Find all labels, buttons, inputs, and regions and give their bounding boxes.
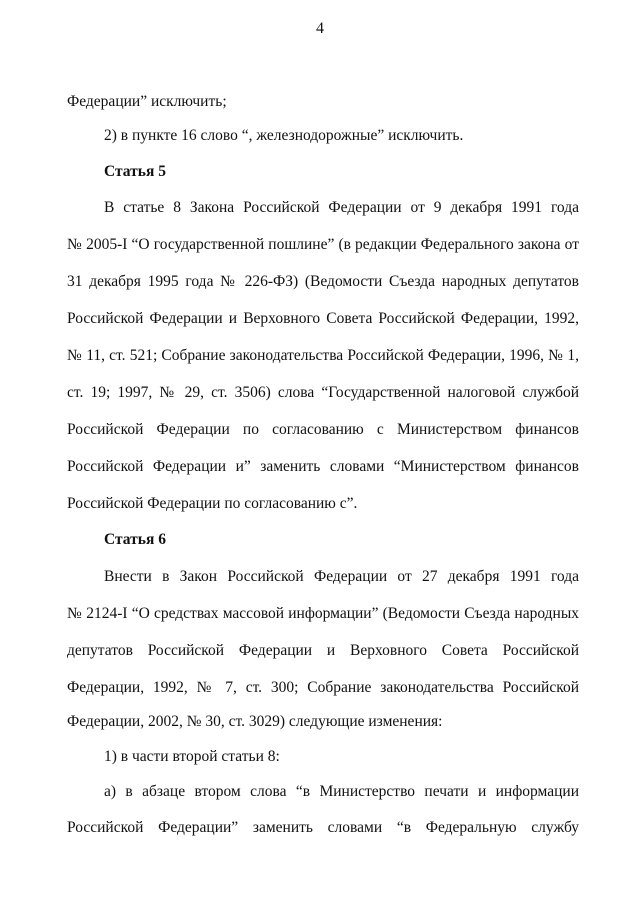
article-5-heading: Статья 5 [104,163,166,180]
text-line: Федерации, 1992, № 7, ст. 300; Собрание законодательства Российской [67,679,579,696]
text-line: Российской Федерации и Верховного Совета Российской Федерации, 1992, [67,310,579,327]
article-6-heading: Статья 6 [104,531,166,548]
text-line: № 2005-I “О государственной пошлине” (в редакции Федерального закона от [67,236,579,253]
text-line: № 11, ст. 521; Собрание законодательства Российской Федерации, 1996, № 1, [67,347,579,364]
text-line: 2) в пункте 16 слово “, железнодорожные” исключить. [104,127,464,144]
text-line: Внести в Закон Российской Федерации от 27 декабря 1991 года [104,568,579,585]
text-line: Российской Федерации по согласованию с Министерством финансов [67,421,579,438]
text-line: В статье 8 Закона Российской Федерации от 9 декабря 1991 года [104,199,579,216]
text-line: 1) в части второй статьи 8: [104,748,280,765]
text-line: Российской Федерации” заменить словами “в Федеральную службу [67,819,579,836]
text-line: депутатов Российской Федерации и Верховного Совета Российской [67,642,579,659]
text-line: Российской Федерации по согласованию с”. [67,495,358,512]
text-line: Федерации” исключить; [67,93,227,110]
text-line: Федерации, 2002, № 30, ст. 3029) следующие изменения: [67,713,443,730]
page-number: 4 [316,20,324,37]
text-line: № 2124-I “О средствах массовой информации” (Ведомости Съезда народных [67,605,579,622]
text-line: 31 декабря 1995 года № 226-ФЗ) (Ведомости Съезда народных депутатов [67,273,579,290]
text-line: а) в абзаце втором слова “в Министерство печати и информации [104,783,579,800]
text-line: ст. 19; 1997, № 29, ст. 3506) слова “Государственной налоговой службой [67,384,579,401]
text-line: Российской Федерации и” заменить словами “Министерством финансов [67,458,579,475]
